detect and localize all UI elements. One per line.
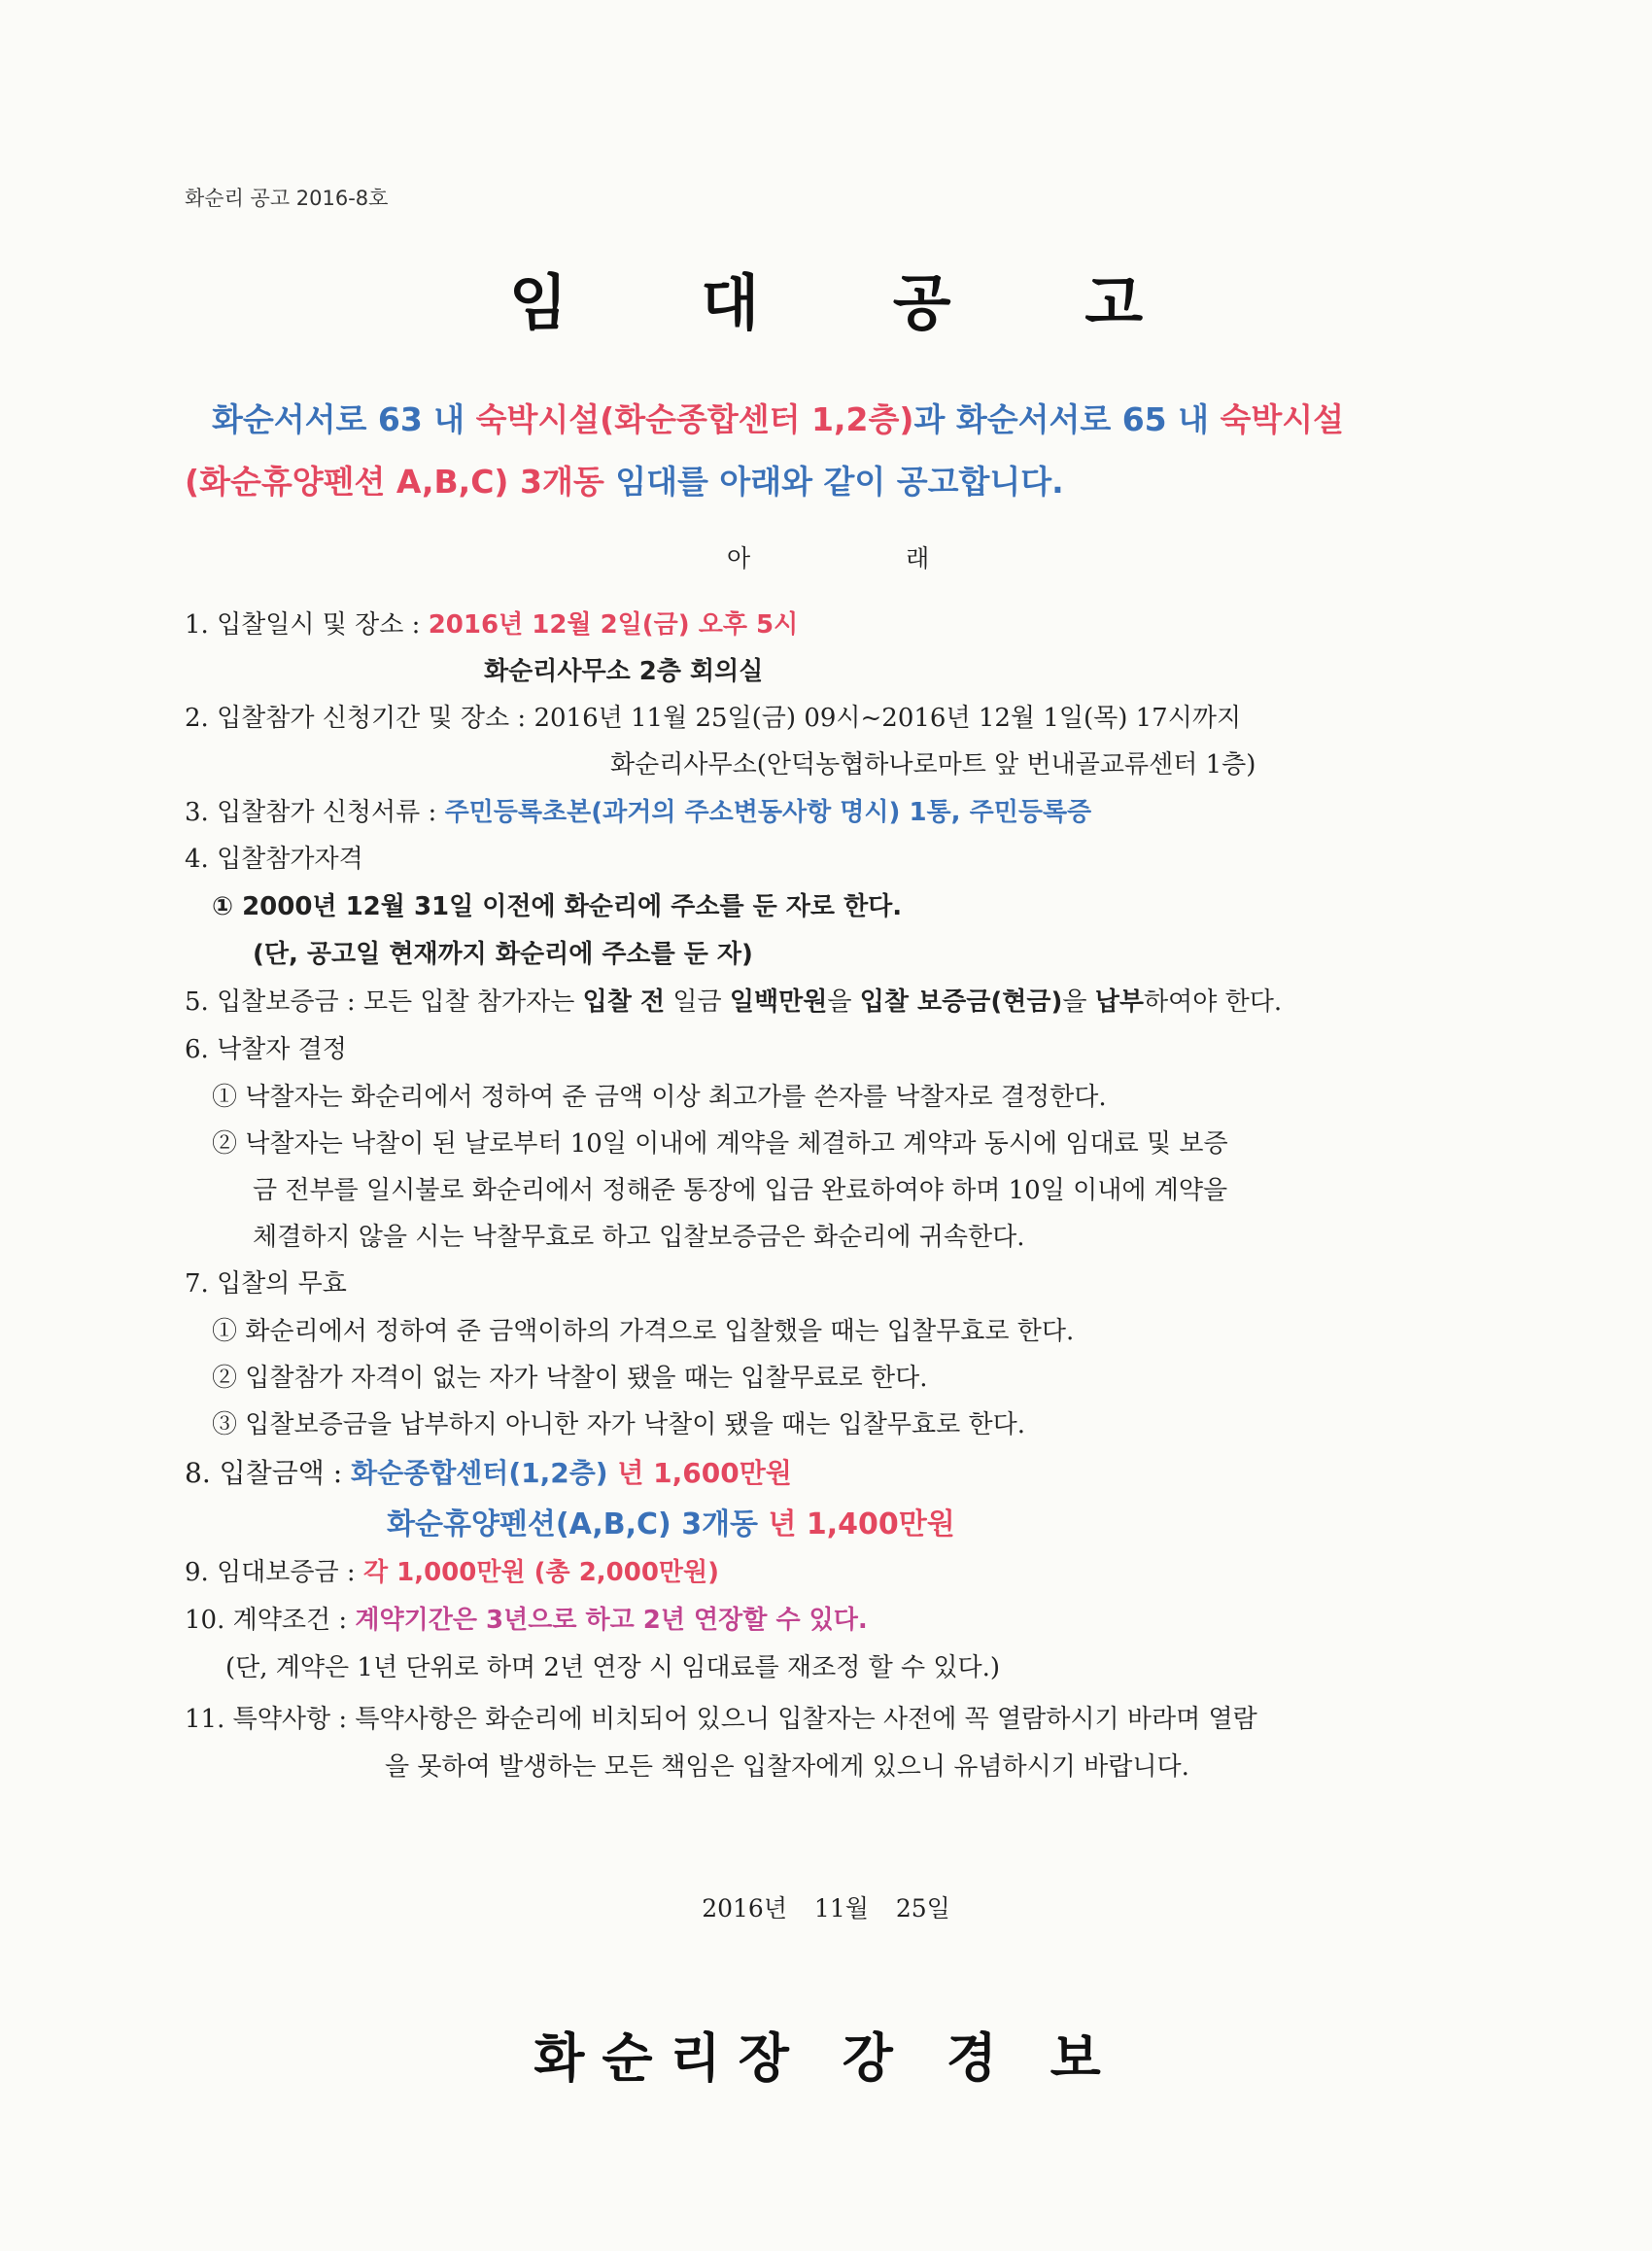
section-1-line-1 xyxy=(185,605,798,641)
intro-announcement: 임대를 아래와 같이 공고합니다. xyxy=(603,463,1064,501)
ah-heading xyxy=(727,539,1084,574)
section-7-label: 7. 입찰의 무효 xyxy=(185,1269,347,1299)
section-8-line-1 xyxy=(185,1452,792,1491)
section-7-item-1: ① 화순리에서 정하여 준 금액이하의 가격으로 입찰했을 때는 입찰무효로 한다. xyxy=(212,1317,1075,1346)
section-5-text-g: 을 xyxy=(1062,987,1095,1017)
section-4-item-2: (단, 공고일 현재까지 화순리에 주소를 둔 자) xyxy=(253,940,753,969)
section-5-deposit: 입찰 보증금(현금) xyxy=(859,987,1063,1017)
section-8-center: 화순종합센터(1,2층) xyxy=(351,1457,608,1489)
intro-line-2 xyxy=(185,457,1477,502)
document-title: 임 대 공 고 xyxy=(508,267,1200,338)
section-4-item-1: ① 2000년 12월 31일 이전에 화순리에 주소를 둔 자로 한다. xyxy=(212,892,903,921)
section-7-item-3: ③ 입찰보증금을 납부하지 아니한 자가 낙찰이 됐을 때는 입찰무효로 한다. xyxy=(212,1410,1026,1439)
section-1-datetime: 2016년 12월 2일(금) 오후 5시 xyxy=(428,610,799,640)
section-8-pension: 화순휴양펜션(A,B,C) 3개동 xyxy=(387,1507,759,1541)
section-3-line xyxy=(185,792,1091,828)
section-5-text-e: 을 xyxy=(827,987,860,1017)
section-2-place: 화순리사무소(안덕농협하나로마트 앞 번내골교류센터 1층) xyxy=(610,750,1256,779)
section-6-item-2-line-3: 체결하지 않을 시는 낙찰무효로 하고 입찰보증금은 화순리에 귀속한다. xyxy=(253,1223,1025,1252)
intro-address-63: 화순서서로 63 내 xyxy=(212,400,476,438)
section-5-text-c: 일금 xyxy=(665,987,730,1017)
section-2-label: 2. 입찰참가 신청기간 및 장소 : xyxy=(185,704,534,733)
section-8-center-price: 년 1,600만원 xyxy=(607,1457,792,1489)
section-11-text-1: 특약사항은 화순리에 비치되어 있으니 입찰자는 사전에 꼭 열람하시기 바라며 열람 xyxy=(355,1705,1257,1734)
intro-facility-label: 숙박시설 xyxy=(1220,400,1344,438)
ah-char-1: 아 xyxy=(727,544,751,572)
section-5-before-bid: 입찰 전 xyxy=(582,987,666,1017)
document-number: 화순리 공고 2016-8호 xyxy=(185,187,389,210)
intro-line-1 xyxy=(212,395,1504,440)
section-6-label: 6. 낙찰자 결정 xyxy=(185,1035,347,1064)
section-11-label: 11. 특약사항 : xyxy=(185,1705,356,1734)
section-9-label: 9. 임대보증금 : xyxy=(185,1558,363,1587)
section-8-label: 8. 입찰금액 : xyxy=(185,1457,352,1489)
section-5-label: 5. 입찰보증금 : 모든 입찰 참가자는 xyxy=(185,987,583,1017)
intro-facility-pension: (화순휴양펜션 A,B,C) 3개동 xyxy=(185,463,604,501)
section-6-item-2-line-2: 금 전부를 일시불로 화순리에서 정해준 통장에 입금 완료하여야 하며 10일 이내에 계약을 xyxy=(253,1176,1228,1205)
section-1-place: 화순리사무소 2층 회의실 xyxy=(484,657,764,686)
section-5-pay: 납부 xyxy=(1094,987,1144,1017)
section-7-item-2: ② 입찰참가 자격이 없는 자가 낙찰이 됐을 때는 입찰무료로 한다. xyxy=(212,1364,928,1393)
section-10-line-1 xyxy=(185,1600,868,1636)
issue-date: 2016년 11월 25일 xyxy=(702,1894,950,1922)
signature: 화순리장 강 경 보 xyxy=(533,2026,1119,2089)
section-9-line xyxy=(185,1552,719,1588)
section-5-line xyxy=(185,982,1282,1018)
section-10-term: 계약기간은 3년으로 하고 2년 연장할 수 있다. xyxy=(355,1606,868,1635)
section-10-note: (단, 계약은 1년 단위로 하며 2년 연장 시 임대료를 재조정 할 수 있다.) xyxy=(225,1653,1000,1682)
section-8-line-2 xyxy=(387,1500,955,1542)
section-8-pension-price: 년 1,400만원 xyxy=(758,1507,955,1541)
section-2-period: 2016년 11월 25일(금) 09시~2016년 12월 1일(목) 17시까지 xyxy=(533,704,1242,733)
section-5-text-i: 하여야 한다. xyxy=(1143,987,1283,1017)
section-5-amount: 일백만원 xyxy=(729,987,828,1017)
section-4-label: 4. 입찰참가자격 xyxy=(185,845,363,874)
section-11-text-2: 을 못하여 발생하는 모든 책임은 입찰자에게 있으니 유념하시기 바랍니다. xyxy=(385,1752,1189,1782)
section-3-label: 3. 입찰참가 신청서류 : xyxy=(185,798,445,827)
intro-address-65: 과 화순서서로 65 내 xyxy=(913,400,1221,438)
section-2-line-1 xyxy=(185,698,1241,734)
section-3-documents: 주민등록초본(과거의 주소변동사항 명시) 1통, 주민등록증 xyxy=(444,798,1092,827)
section-9-deposit: 각 1,000만원 (총 2,000만원) xyxy=(362,1558,720,1587)
section-6-item-2-line-1: ② 낙찰자는 낙찰이 된 날로부터 10일 이내에 계약을 체결하고 계약과 동시에 임대료 및 보증 xyxy=(212,1129,1228,1159)
section-1-label: 1. 입찰일시 및 장소 : xyxy=(185,610,429,640)
intro-facility-center: 숙박시설(화순종합센터 1,2층) xyxy=(475,400,914,438)
section-11-line-1 xyxy=(185,1699,1257,1735)
section-6-item-1: ① 낙찰자는 화순리에서 정하여 준 금액 이상 최고가를 쓴자를 낙찰자로 결정한다. xyxy=(212,1083,1107,1112)
section-10-label: 10. 계약조건 : xyxy=(185,1606,356,1635)
ah-char-2: 래 xyxy=(906,544,930,572)
